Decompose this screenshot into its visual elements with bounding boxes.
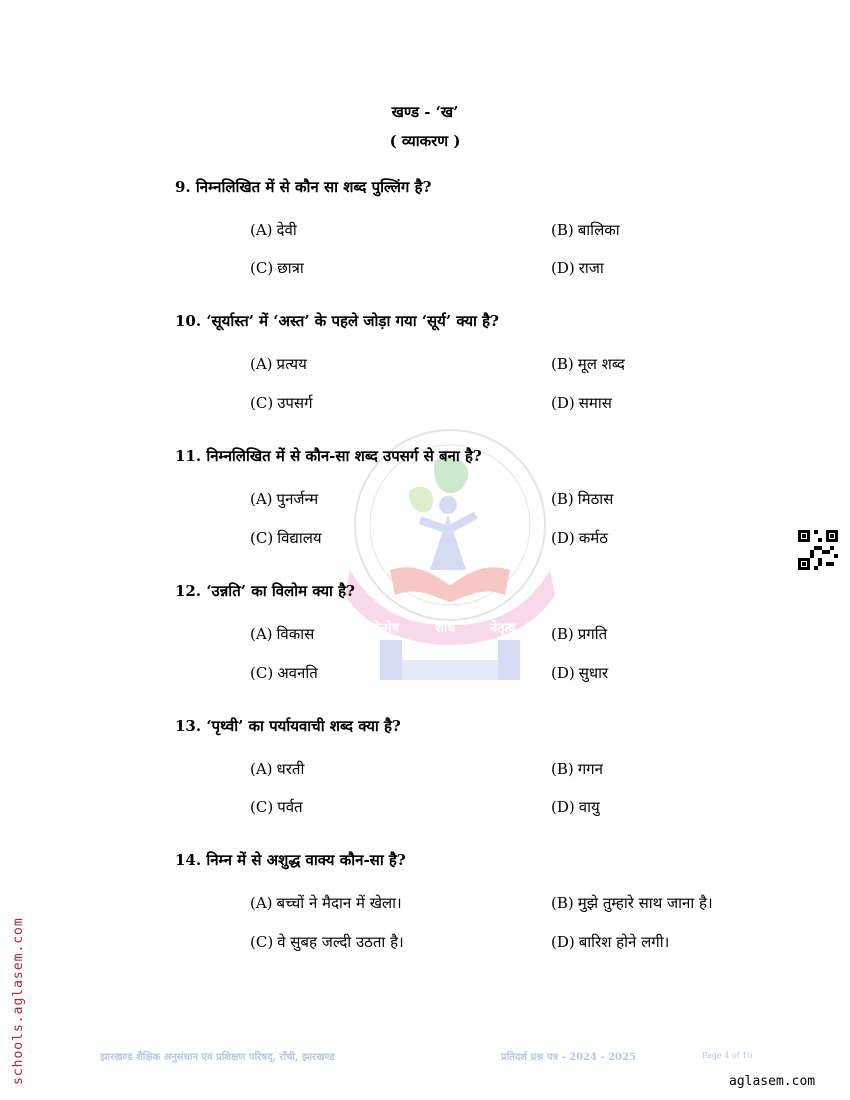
question-9-option-a [250,220,297,240]
footer-paper: प्रतिदर्श प्रश्न पत्र - 2024 - 2025 [501,1052,636,1063]
option-text: पर्वत [277,798,303,816]
option-text: वायु [578,798,600,816]
question-11-option-a [250,489,318,509]
option-label: (B) [551,355,574,373]
option-text: मूल शब्द [577,355,625,373]
option-label: (A) [250,894,273,912]
question-13-option-d [551,797,600,817]
question-10: 10. ‘सूर्यास्त’ में ‘अस्त’ के पहले जोड़ा गया ‘सूर्य’ क्या है? [175,312,499,330]
question-10-option-b [551,354,625,374]
question-12-option-a [250,624,314,644]
option-text: मुझे तुम्हारे साथ जाना है। [577,894,713,912]
question-14: 14. निम्न में से अशुद्ध वाक्य कौन-सा है? [175,851,406,869]
option-label: (B) [551,490,574,508]
corner-watermark-url[interactable]: aglasem.com [729,1074,816,1089]
option-label: (B) [551,894,574,912]
option-label: (D) [551,933,575,951]
option-label: (A) [250,221,273,239]
option-label: (B) [551,760,574,778]
option-label: (D) [551,259,575,277]
option-label: (D) [551,664,575,682]
option-text: छात्रा [277,259,304,277]
watermark-motto-2: शोध [435,621,456,636]
side-watermark-url[interactable]: schools.aglasem.com [11,917,26,1085]
question-11-option-d [551,528,608,548]
question-9-option-b [551,220,620,240]
option-label: (A) [250,625,273,643]
option-label: (C) [250,933,274,951]
option-text: धरती [276,760,305,778]
section-heading: खण्ड - ‘ख’ [391,103,459,121]
footer-org: झारखण्ड शैक्षिक अनुसंधान एवं प्रशिक्षण परिषद्, राँची, झारखण्ड [100,1052,335,1063]
question-14-option-d [551,932,669,952]
qr-code[interactable] [798,530,838,570]
footer-page-number: Page 4 of 10 [702,1051,753,1060]
option-text: उपसर्ग [277,394,313,412]
option-label: (C) [250,798,274,816]
watermark-motto-3: नेतृत्व [490,621,516,636]
question-13: 13. ‘पृथ्वी’ का पर्यायवाची शब्द क्या है? [175,717,401,735]
option-text: बारिश होने लगी। [578,933,670,951]
question-12: 12. ‘उन्नति’ का विलोम क्या है? [175,582,355,600]
section-subheading: ( व्याकरण ) [389,132,461,150]
option-label: (A) [250,355,273,373]
option-label: (B) [551,221,574,239]
question-12-option-d [551,663,608,683]
option-text: मिठास [577,490,614,508]
option-text: प्रत्यय [276,355,307,373]
question-12-option-c [250,663,318,683]
question-11-option-c [250,528,322,548]
option-text: बच्चों ने मैदान में खेला। [276,894,402,912]
option-text: अवनति [277,664,318,682]
question-10-option-a [250,354,307,374]
option-text: विद्यालय [277,529,322,547]
option-label: (C) [250,394,274,412]
question-14-option-a [250,893,402,913]
question-9-option-d [551,258,604,278]
option-text: विकास [276,625,315,643]
option-label: (D) [551,529,575,547]
option-text: प्रगति [577,625,608,643]
question-10-option-c [250,393,313,413]
question-13-option-c [250,797,303,817]
question-11: 11. निम्नलिखित में से कौन-सा शब्द उपसर्ग से बना है? [175,447,482,465]
option-label: (C) [250,529,274,547]
option-text: वे सुबह जल्दी उठता है। [277,933,404,951]
option-label: (A) [250,490,273,508]
option-text: बालिका [577,221,620,239]
option-text: कर्मठ [578,529,608,547]
question-13-option-a [250,759,304,779]
option-label: (B) [551,625,574,643]
option-label: (C) [250,664,274,682]
option-text: देवी [276,221,297,239]
question-11-option-b [551,489,613,509]
option-text: राजा [578,259,604,277]
option-text: गगन [577,760,603,778]
option-text: सुधार [578,664,609,682]
question-14-option-c [250,932,404,952]
question-13-option-b [551,759,603,779]
question-10-option-d [551,393,612,413]
question-12-option-b [551,624,607,644]
option-label: (D) [551,394,575,412]
question-9-option-c [250,258,304,278]
option-label: (D) [551,798,575,816]
option-label: (C) [250,259,274,277]
option-label: (A) [250,760,273,778]
watermark-motto-1: नवोन्मेष [362,621,400,636]
question-14-option-b [551,893,713,913]
question-9: 9. निम्नलिखित में से कौन सा शब्द पुल्लिंग है? [175,178,432,196]
option-text: समास [578,394,612,412]
option-text: पुनर्जन्म [276,490,319,508]
